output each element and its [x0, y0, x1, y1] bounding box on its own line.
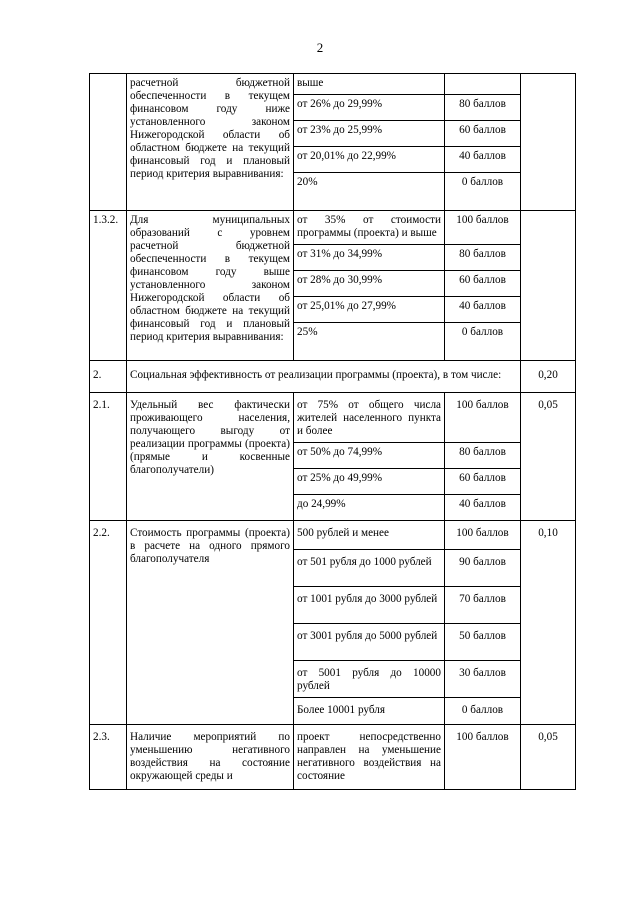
score-cell: 100 баллов	[445, 725, 521, 790]
score-cell: 80 баллов	[445, 245, 521, 271]
range-cell: от 35% от стоимости программы (проекта) и выше	[294, 211, 445, 245]
criterion-name: расчетной бюджетной обеспеченности в текущем финансовом году ниже установленного законом Нижегородской области об областном бюджете на текущий финансовый год и плановый период критерия выравнивания:	[127, 74, 294, 211]
score-cell: 90 баллов	[445, 550, 521, 587]
score-cell: 60 баллов	[445, 469, 521, 495]
score-cell: 40 баллов	[445, 147, 521, 173]
criterion-number: 2.	[90, 361, 127, 393]
table-row	[90, 74, 576, 95]
range-cell: проект непосредственно направлен на уменьшение негативного воздействия на состояние	[294, 725, 445, 790]
range-cell: от 23% до 25,99%	[294, 121, 445, 147]
range-cell: от 28% до 30,99%	[294, 271, 445, 297]
page-number: 2	[316, 40, 324, 55]
table-row	[90, 361, 576, 393]
score-cell: 0 баллов	[445, 698, 521, 725]
criterion-name: Для муниципальных образований с уровнем расчетной бюджетной обеспеченности в текущем финансовом году выше установленного законом Нижегородской области об областном бюджете на текущий финансовый год и плановый период критерия выравнивания:	[127, 211, 294, 361]
score-cell: 30 баллов	[445, 661, 521, 698]
weight-cell	[521, 74, 576, 211]
criterion-name: Удельный вес фактически проживающего населения, получающего выгоду от реализации программы (проекта) (прямые и косвенные благополучатели)	[127, 393, 294, 521]
score-cell: 40 баллов	[445, 297, 521, 323]
range-cell: 20%	[294, 173, 445, 211]
criterion-number: 2.3.	[90, 725, 127, 790]
criterion-number: 2.2.	[90, 521, 127, 725]
table-row	[90, 725, 576, 790]
range-cell: от 75% от общего числа жителей населенного пункта и более	[294, 393, 445, 443]
weight-cell: 0,05	[521, 725, 576, 790]
criterion-name: Стоимость программы (проекта) в расчете на одного прямого благополучателя	[127, 521, 294, 725]
criterion-number: 1.3.2.	[90, 211, 127, 361]
range-cell: Более 10001 рубля	[294, 698, 445, 725]
score-cell: 0 баллов	[445, 323, 521, 361]
score-cell	[445, 74, 521, 95]
score-cell: 60 баллов	[445, 121, 521, 147]
range-cell: от 25% до 49,99%	[294, 469, 445, 495]
criterion-number: 2.1.	[90, 393, 127, 521]
score-cell: 0 баллов	[445, 173, 521, 211]
score-cell: 40 баллов	[445, 495, 521, 521]
score-cell: 80 баллов	[445, 443, 521, 469]
criteria-table	[89, 73, 576, 790]
range-cell: от 501 рубля до 1000 рублей	[294, 550, 445, 587]
criterion-name: Социальная эффективность от реализации программы (проекта), в том числе:	[127, 361, 521, 393]
weight-cell: 0,20	[521, 361, 576, 393]
range-cell: 25%	[294, 323, 445, 361]
range-cell: выше	[294, 74, 445, 95]
score-cell: 80 баллов	[445, 95, 521, 121]
range-cell: от 25,01% до 27,99%	[294, 297, 445, 323]
table-row	[90, 521, 576, 550]
criterion-name: Наличие мероприятий по уменьшению негативного воздействия на состояние окружающей среды и	[127, 725, 294, 790]
score-cell: 100 баллов	[445, 211, 521, 245]
range-cell: от 5001 рубля до 10000 рублей	[294, 661, 445, 698]
range-cell: от 50% до 74,99%	[294, 443, 445, 469]
score-cell: 100 баллов	[445, 393, 521, 443]
range-cell: от 26% до 29,99%	[294, 95, 445, 121]
range-cell: от 3001 рубля до 5000 рублей	[294, 624, 445, 661]
range-cell: от 31% до 34,99%	[294, 245, 445, 271]
range-cell: от 1001 рубля до 3000 рублей	[294, 587, 445, 624]
table-row	[90, 211, 576, 245]
table-row	[90, 393, 576, 443]
range-cell: до 24,99%	[294, 495, 445, 521]
score-cell: 60 баллов	[445, 271, 521, 297]
score-cell: 70 баллов	[445, 587, 521, 624]
score-cell: 50 баллов	[445, 624, 521, 661]
score-cell: 100 баллов	[445, 521, 521, 550]
criterion-number	[90, 74, 127, 211]
weight-cell: 0,10	[521, 521, 576, 725]
weight-cell	[521, 211, 576, 361]
weight-cell: 0,05	[521, 393, 576, 521]
range-cell: от 20,01% до 22,99%	[294, 147, 445, 173]
range-cell: 500 рублей и менее	[294, 521, 445, 550]
